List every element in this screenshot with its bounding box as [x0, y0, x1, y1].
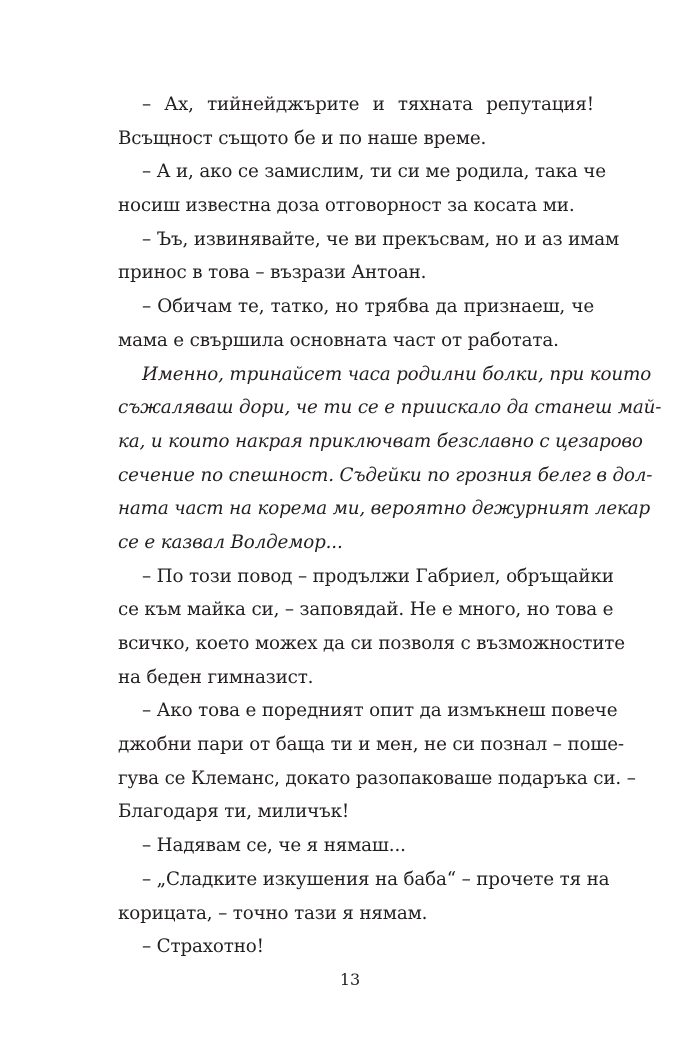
text-line: Благодаря ти, миличък! — [118, 801, 350, 823]
text-line: – Обичам те, татко, но трябва да признаеш, че — [142, 296, 594, 318]
inner-monologue-line: съжаляваш дори, че ти се е приискало да станеш май- — [118, 397, 662, 419]
text-line: – Ъъ, извинявайте, че ви прекъсвам, но и аз имам — [142, 228, 620, 250]
text-line: се към майка си, – заповядай. Не е много, но това е — [118, 599, 614, 621]
text-line: Всъщност същото бе и по наше време. — [118, 127, 487, 149]
text-line: на беден гимназист. — [118, 666, 314, 688]
text-line: джобни пари от баща ти и мен, не си познал – поше- — [118, 734, 624, 756]
inner-monologue-line: Именно, тринайсет часа родилни болки, при които — [142, 363, 652, 385]
text-line: – А и, ако се замислим, ти си ме родила, така че — [142, 161, 606, 183]
text-line: всичко, което можех да си позволя с възможностите — [118, 633, 625, 654]
text-line: – „Сладките изкушения на баба“ – прочете тя на — [142, 868, 610, 890]
text-line: носиш известна доза отговорност за косата ми. — [118, 195, 575, 217]
text-line: принос в това – възрази Антоан. — [118, 262, 427, 284]
inner-monologue-line: се е казвал Волдемор... — [118, 531, 343, 553]
page-number: 13 — [339, 970, 361, 989]
text-line: – По този повод – продължи Габриел, обръщайки — [142, 565, 614, 587]
inner-monologue-line: сечение по спешност. Съдейки по грозния белег в дол- — [118, 464, 653, 486]
text-line: – Ах, тийнейджърите и тяхната репутация! — [142, 94, 594, 115]
text-line: мама е свършила основната част от работата. — [118, 329, 559, 351]
text-line: гува се Клеманс, докато разопаковаше подаръка си. – — [118, 767, 636, 789]
inner-monologue-line: ка, и които накрая приключват безславно с цезарово — [118, 430, 643, 452]
text-line: – Надявам се, че я нямаш... — [142, 835, 406, 857]
text-line: – Ако това е поредният опит да измъкнеш повече — [142, 700, 618, 722]
text-line: – Страхотно! — [142, 936, 264, 958]
body-text — [118, 88, 662, 964]
inner-monologue-line: ната част на корема ми, вероятно дежурният лекар — [118, 498, 651, 520]
text-line: корицата, – точно тази я нямам. — [118, 902, 428, 924]
